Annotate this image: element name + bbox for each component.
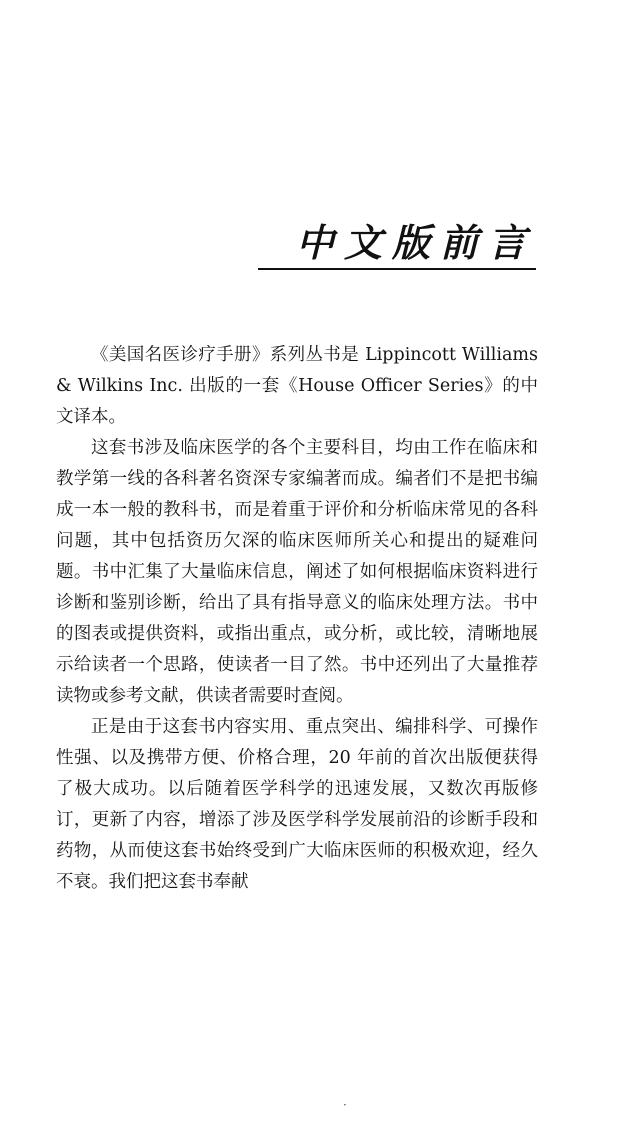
- paragraph-2: 这套书涉及临床医学的各个主要科目，均由工作在临床和教学第一线的各科著名资深专家编著而成。编者们不是把书编成一本一般的教科书，而是着重于评价和分析临床常见的各科问题，其中包括资历欠深的临床医师所关心和提出的疑难问题。书中汇集了大量临床信息，阐述了如何根据临床资料进行诊断和鉴别诊断，给出了具有指导意义的临床处理方法。书中的图表或提供资料，或指出重点，或分析，或比较，清晰地展示给读者一个思路，使读者一目了然。书中还列出了大量推荐读物或参考文献，供读者需要时查阅。: [56, 438, 538, 706]
- paragraph-1: 《美国名医诊疗手册》系列丛书是 Lippincott Williams & Wilkins Inc. 出版的一套《House Officer Series》的中文译本。: [56, 345, 538, 427]
- title-underline: [258, 268, 536, 270]
- page-title: 中文版前言: [295, 220, 536, 265]
- paragraph-3: 正是由于这套书内容实用、重点突出、编排科学、可操作性强、以及携带方便、价格合理，20 年前的首次出版便获得了极大成功。以后随着医学科学的迅速发展，又数次再版修订，更新了内容，增添了涉及医学科学发展前沿的诊断手段和药物，从而使这套书始终受到广大临床医师的积极欢迎，经久不衰。我们把这套书奉献: [56, 717, 538, 892]
- preface-body: [56, 340, 538, 898]
- page-footer-mark: ·: [343, 1098, 347, 1112]
